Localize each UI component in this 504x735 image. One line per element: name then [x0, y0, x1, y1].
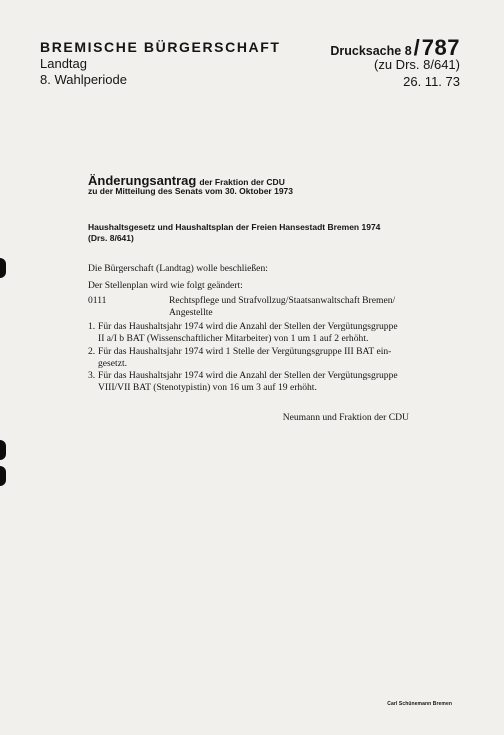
parliament-name: BREMISCHE BÜRGERSCHAFT [40, 39, 281, 55]
chamber-label: Landtag [40, 56, 87, 71]
amendment-title: Änderungsantrag [88, 173, 197, 188]
document-page: BREMISCHE BÜRGERSCHAFT Landtag 8. Wahlperiode Drucksache 8/787 (zu Drs. 8/641) 26. 11. 73 Änderungsantrag der Fraktion der CDU zu der Mitteilung des Senats vom 30. Oktober 1973 Haushaltsgesetz und Haushaltsplan der Freien Hansestadt Bremen 1974 (Drs. 8/641) Die Bürgerschaft (Landtag) wolle beschließen: Der Stellenplan wird wie folgt geändert: 0111 Rechtspflege und Strafvollzug/Staatsanwaltschaft Bremen/ Angestellte 1. Für das Haushaltsjahr 1974 wird die Anzahl der Stellen der Vergütungsgruppe II a/I b BAT (Wissenschaftlicher Mitarbeiter) von 1 um 1 auf 2 erhöht. 2. Für das Haushaltsjahr 1974 wird 1 Stelle der Vergütungsgruppe III BAT ein- gesetzt. 3. Für das Haushaltsjahr 1974 wird die Anzahl der Stellen der Vergütungsgruppe VIII/VII BAT (Stenotypistin) von 16 um 3 auf 19 erhöht. Neumann und Fraktion der CDU Carl Schünemann Bremen [0, 0, 504, 735]
printed-matter-label: Drucksache 8 [330, 44, 412, 58]
punch-hole-mark [0, 466, 6, 486]
subject-reference: (Drs. 8/641) [88, 233, 134, 243]
amendment-submitter: der Fraktion der CDU [199, 177, 285, 187]
amendment-reference: zu der Mitteilung des Senats vom 30. Oktober 1973 [88, 186, 294, 196]
reference-printed-matter: (zu Drs. 8/641) [374, 57, 460, 72]
printed-matter-number: Drucksache 8/787 [330, 35, 460, 60]
section-description: Rechtspflege und Strafvollzug/Staatsanwaltschaft Bremen/ [169, 295, 396, 306]
staff-plan-change: Der Stellenplan wird wie folgt geändert: [88, 280, 243, 291]
punch-hole-mark [0, 440, 6, 460]
term-label: 8. Wahlperiode [40, 72, 127, 87]
signature-line: Neumann und Fraktion der CDU [282, 412, 409, 423]
printer-imprint: Carl Schünemann Bremen [387, 701, 452, 707]
resolution-intro: Die Bürgerschaft (Landtag) wolle beschließen: [88, 263, 268, 274]
section-code: 0111 [88, 295, 107, 306]
printed-matter-id: 787 [421, 35, 460, 60]
punch-hole-mark [0, 258, 6, 278]
subject-line: Haushaltsgesetz und Haushaltsplan der Freien Hansestadt Bremen 1974 [88, 222, 381, 232]
document-date: 26. 11. 73 [403, 74, 460, 89]
section-description-line2: Angestellte [169, 307, 213, 318]
